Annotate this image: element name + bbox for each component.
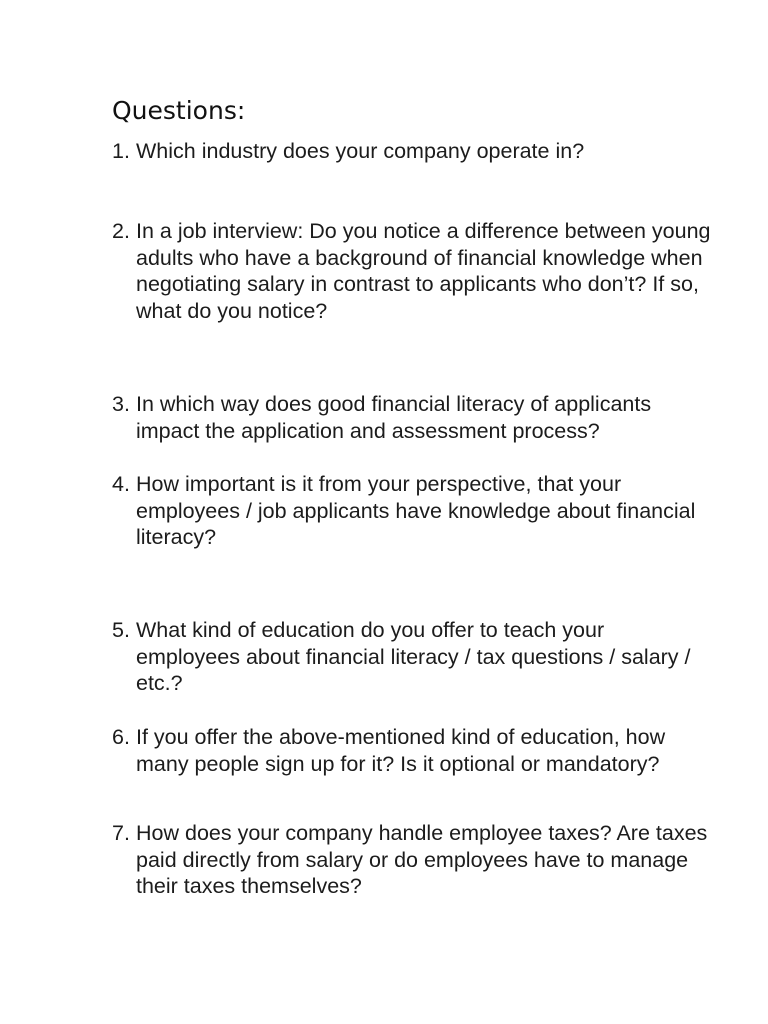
question-text: In a job interview: Do you notice a difference between young adults who have a background of financial knowledge when negotiating salary in contrast to applicants who don’t? If so, what do you notice? <box>136 219 711 323</box>
question-text: Which industry does your company operate in? <box>136 139 585 163</box>
question-text: What kind of education do you offer to teach your employees about financial literacy / tax questions / salary / etc.? <box>136 618 691 696</box>
question-text: In which way does good financial literacy of applicants impact the application and assessment process? <box>136 392 652 443</box>
question-2 <box>112 218 712 324</box>
question-text: If you offer the above-mentioned kind of education, how many people sign up for it? Is it optional or mandatory? <box>136 725 666 776</box>
question-4 <box>112 471 712 551</box>
question-6 <box>112 724 712 777</box>
question-1 <box>112 138 712 165</box>
question-number: 6. <box>112 725 130 749</box>
question-text: How does your company handle employee taxes? Are taxes paid directly from salary or do employees have to manage their taxes themselves? <box>136 821 708 899</box>
question-text: How important is it from your perspective, that your employees / job applicants have knowledge about financial literacy? <box>136 472 696 550</box>
page-heading: Questions: <box>112 96 246 125</box>
question-number: 1. <box>112 139 130 163</box>
question-number: 4. <box>112 472 130 496</box>
question-number: 2. <box>112 219 130 243</box>
question-number: 5. <box>112 618 130 642</box>
question-number: 7. <box>112 821 130 845</box>
question-3 <box>112 391 712 444</box>
question-7 <box>112 820 712 900</box>
question-number: 3. <box>112 392 130 416</box>
question-5 <box>112 617 712 697</box>
